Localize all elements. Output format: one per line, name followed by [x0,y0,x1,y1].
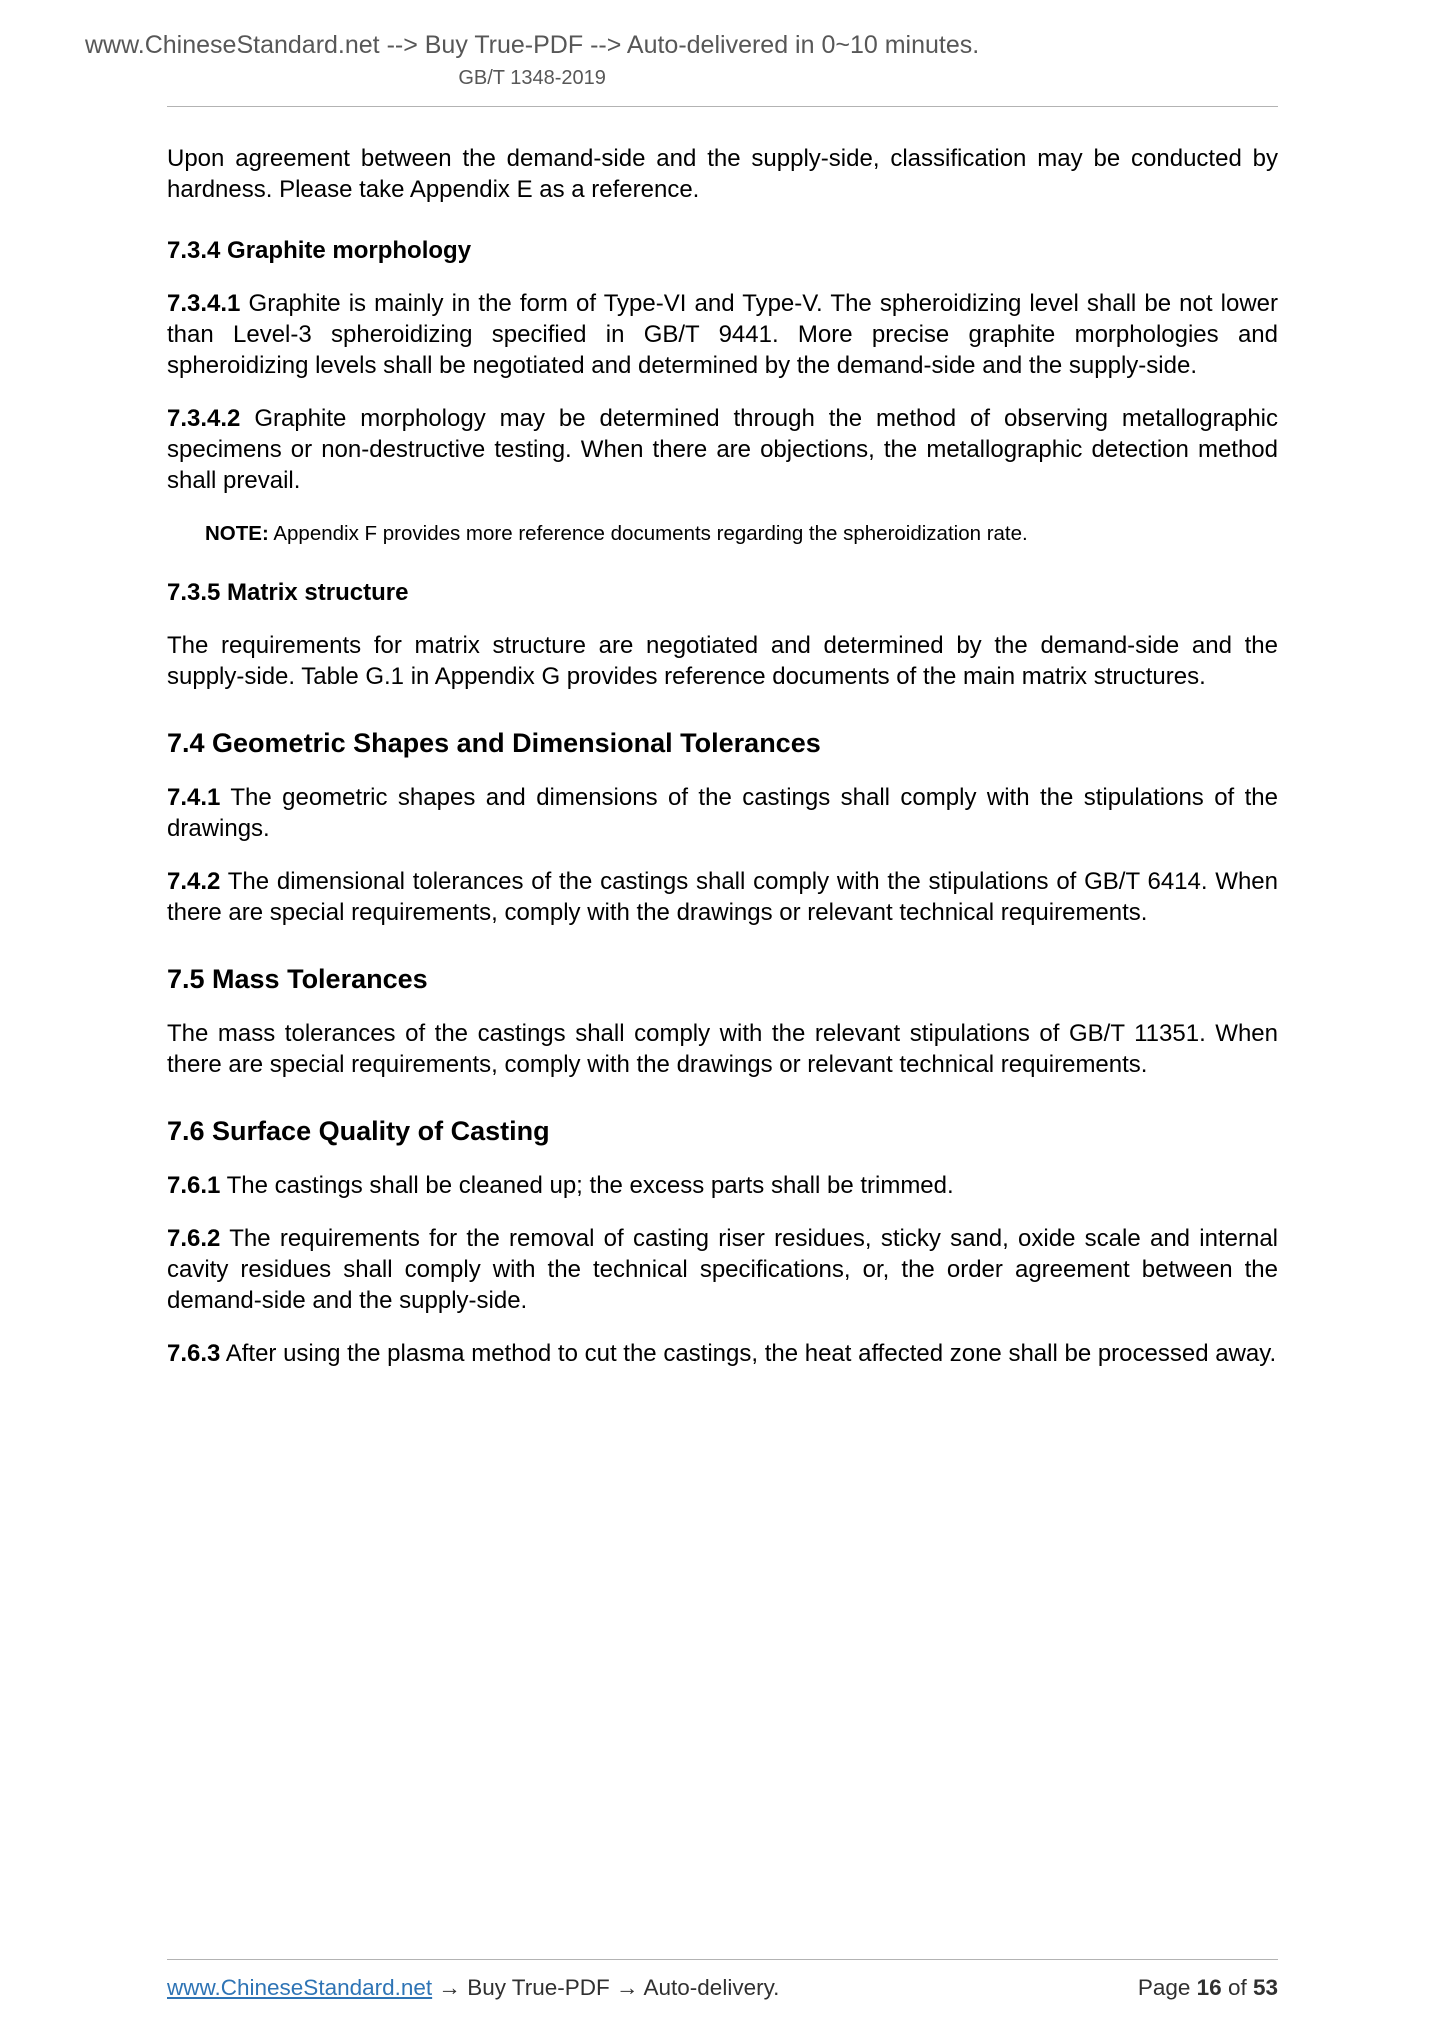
note-label: NOTE: [205,522,269,545]
page-total: 53 [1252,1975,1278,2000]
doc-number: GB/T 1348-2019 [458,67,606,89]
clause-text: The castings shall be cleaned up; the excess parts shall be trimmed. [226,1172,954,1199]
page-footer [167,1959,1278,2002]
arrow-right-icon: → [438,1975,461,2000]
clause-number: 7.6.3 [167,1340,221,1367]
section-heading-7-4: 7.4 Geometric Shapes and Dimensional Tolerances [167,728,821,758]
note-text: Appendix F provides more reference documents regarding the spheroidization rate. [273,522,1028,545]
document-body [167,107,1278,1369]
clause-text: Graphite is mainly in the form of Type-VI and Type-V. The spheroidizing level shall be not lower than Level-3 spheroidizing specified in GB/T 9441. More precise graphite morphologies and spheroidizing levels shall be negotiated and determined by the demand-side and the supply-side. [167,290,1279,379]
footer-buy-label: Buy True-PDF [467,1975,610,2000]
clause-text: After using the plasma method to cut the castings, the heat affected zone shall be processed away. [225,1340,1277,1367]
numbered-paragraph [167,1338,1278,1369]
clause-text: Graphite morphology may be determined through the method of observing metallographic specimens or non-destructive testing. When there are objections, the metallographic detection method shall prevail. [167,405,1278,494]
numbered-paragraph [167,403,1278,496]
clause-text: The requirements for the removal of casting riser residues, sticky sand, oxide scale and internal cavity residues shall comply with the technical specifications, or, the order agreement between the demand-side and the supply-side. [167,1225,1278,1314]
numbered-paragraph [167,288,1278,381]
paragraph: The mass tolerances of the castings shall comply with the relevant stipulations of GB/T 11351. When there are special requirements, comply with the drawings or relevant technical requirements. [167,1020,1278,1078]
clause-number: 7.4.1 [167,784,221,811]
footer-delivery-label: Auto-delivery. [643,1975,780,2000]
clause-number: 7.3.4.1 [167,290,241,317]
note [167,520,1278,547]
paragraph: Upon agreement between the demand-side and the supply-side, classification may be conducted by hardness. Please take Appendix E as a reference. [167,145,1278,203]
clause-text: The geometric shapes and dimensions of the castings shall comply with the stipulations of the drawings. [167,784,1279,842]
clause-number: 7.4.2 [167,868,221,895]
footer-banner [167,1974,779,2002]
of-label: of [1227,1975,1247,2000]
section-heading-7-5: 7.5 Mass Tolerances [167,964,428,994]
page-current: 16 [1196,1975,1222,2000]
footer-link[interactable]: www.ChineseStandard.net [167,1975,433,2000]
section-heading-7-3-4: 7.3.4 Graphite morphology [167,237,472,264]
section-heading-7-6: 7.6 Surface Quality of Casting [167,1116,550,1146]
footer-divider [167,1959,1278,1960]
numbered-paragraph [167,866,1278,928]
numbered-paragraph [167,1223,1278,1316]
numbered-paragraph [167,1170,1278,1201]
clause-text: The dimensional tolerances of the castings shall comply with the stipulations of GB/T 6414. When there are special requirements, comply with the drawings or relevant technical requirements. [167,868,1279,926]
page-header [85,30,1278,107]
section-heading-7-3-5: 7.3.5 Matrix structure [167,579,409,606]
clause-number: 7.6.2 [167,1225,221,1252]
arrow-right-icon: → [616,1975,639,2000]
clause-number: 7.3.4.2 [167,405,241,432]
paragraph: The requirements for matrix structure are negotiated and determined by the demand-side and the supply-side. Table G.1 in Appendix G provides reference documents of the main matrix structures. [167,632,1278,690]
numbered-paragraph [167,782,1278,844]
page-indicator [1138,1974,1278,2002]
page-label: Page [1137,1975,1191,2000]
clause-number: 7.6.1 [167,1172,221,1199]
header-banner: www.ChineseStandard.net --> Buy True-PDF --> Auto-delivered in 0~10 minutes. [85,31,980,59]
